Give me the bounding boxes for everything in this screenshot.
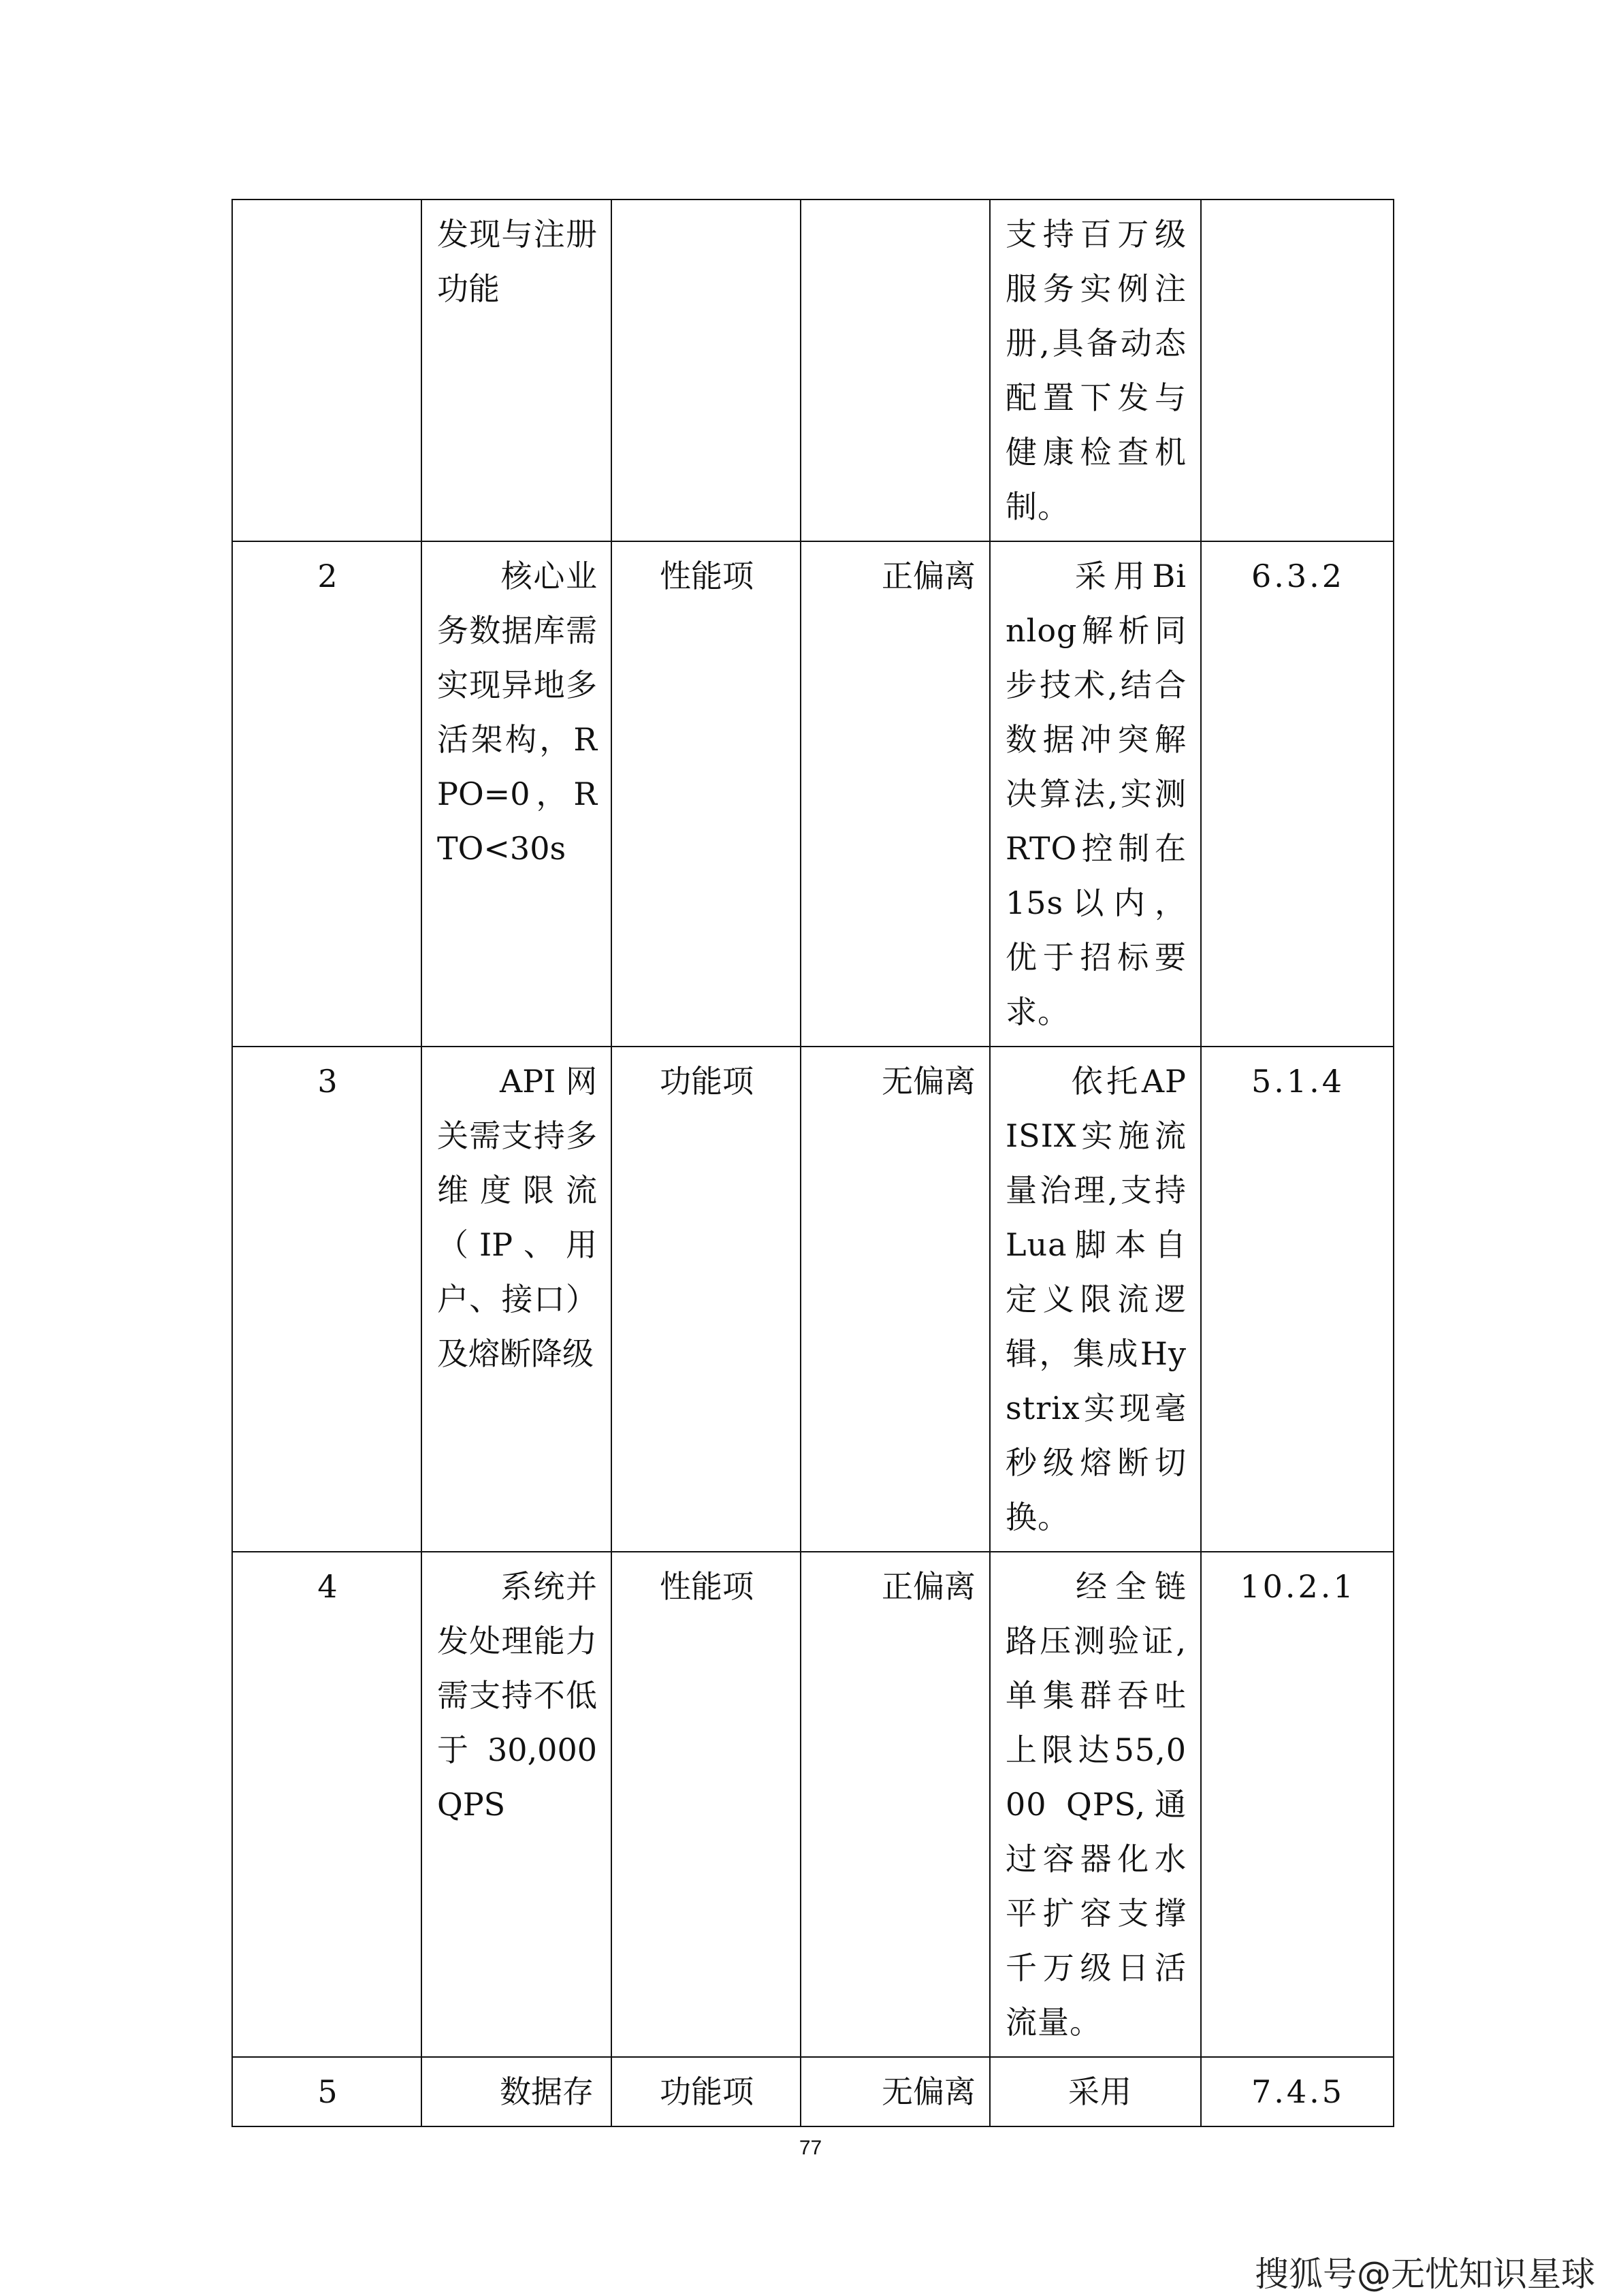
requirement-cell (421, 1552, 611, 2057)
requirement-cell (421, 541, 611, 1047)
page-number: 77 (799, 2137, 822, 2159)
requirement-cell (421, 2057, 611, 2126)
item-type-cell: 性能项 (611, 541, 801, 1047)
section-ref-cell: 6.3.2 (1201, 541, 1394, 1047)
section-ref-cell: 5.1.4 (1201, 1047, 1394, 1552)
response-text: 依托APISIX实施流量治理,支持Lua脚本自定义限流逻辑，集成Hystrix实现毫秒级熔断切换。 (1006, 1063, 1187, 1535)
response-cell (990, 1047, 1201, 1552)
watermark-text: 搜狐号@无忧知识星球 (1255, 2254, 1595, 2294)
section-ref-cell: 7.4.5 (1201, 2057, 1394, 2126)
section-ref-cell (1201, 200, 1394, 541)
row-number: 5 (232, 2057, 421, 2126)
item-type-cell: 性能项 (611, 1552, 801, 2057)
deviation-cell (801, 200, 990, 541)
response-cell (990, 1552, 1201, 2057)
section-ref-cell: 10.2.1 (1201, 1552, 1394, 2057)
requirement-cell (421, 1047, 611, 1552)
requirement-text: 核心业务数据库需实现异地多活架构，RPO=0，RTO<30s (437, 558, 597, 867)
row-number (232, 200, 421, 541)
item-type-cell: 功能项 (611, 2057, 801, 2126)
row-number: 4 (232, 1552, 421, 2057)
response-cell: 支持百万级服务实例注册,具备动态配置下发与健康检查机制。 (990, 200, 1201, 541)
deviation-cell: 正偏离 (801, 1552, 990, 2057)
requirement-text: API网关需支持多维度限流（IP、用户、接口）及熔断降级 (437, 1063, 597, 1372)
response-text: 经全链路压测验证,单集群吞吐上限达55,000 QPS,通过容器化水平扩容支撑千万级日活流量。 (1006, 1568, 1187, 2041)
table-row (232, 1552, 1394, 2057)
requirement-text: 数据存 (500, 2073, 594, 2110)
response-text: 采用Binlog解析同步技术,结合数据冲突解决算法,实测RTO控制在15s以内，优于招标要求。 (1006, 558, 1187, 1030)
table-row (232, 200, 1394, 541)
deviation-cell: 正偏离 (801, 541, 990, 1047)
item-type-cell (611, 200, 801, 541)
deviation-table (231, 199, 1394, 2127)
requirement-cell: 发现与注册功能 (421, 200, 611, 541)
row-number: 2 (232, 541, 421, 1047)
table-row (232, 2057, 1394, 2126)
deviation-cell: 无偏离 (801, 2057, 990, 2126)
table-row (232, 541, 1394, 1047)
item-type-cell: 功能项 (611, 1047, 801, 1552)
response-text: 采用 (1068, 2073, 1132, 2110)
deviation-cell: 无偏离 (801, 1047, 990, 1552)
row-number: 3 (232, 1047, 421, 1552)
requirement-text: 系统并发处理能力需支持不低于30,000 QPS (437, 1568, 597, 1823)
table-row (232, 1047, 1394, 1552)
response-cell (990, 2057, 1201, 2126)
response-cell (990, 541, 1201, 1047)
